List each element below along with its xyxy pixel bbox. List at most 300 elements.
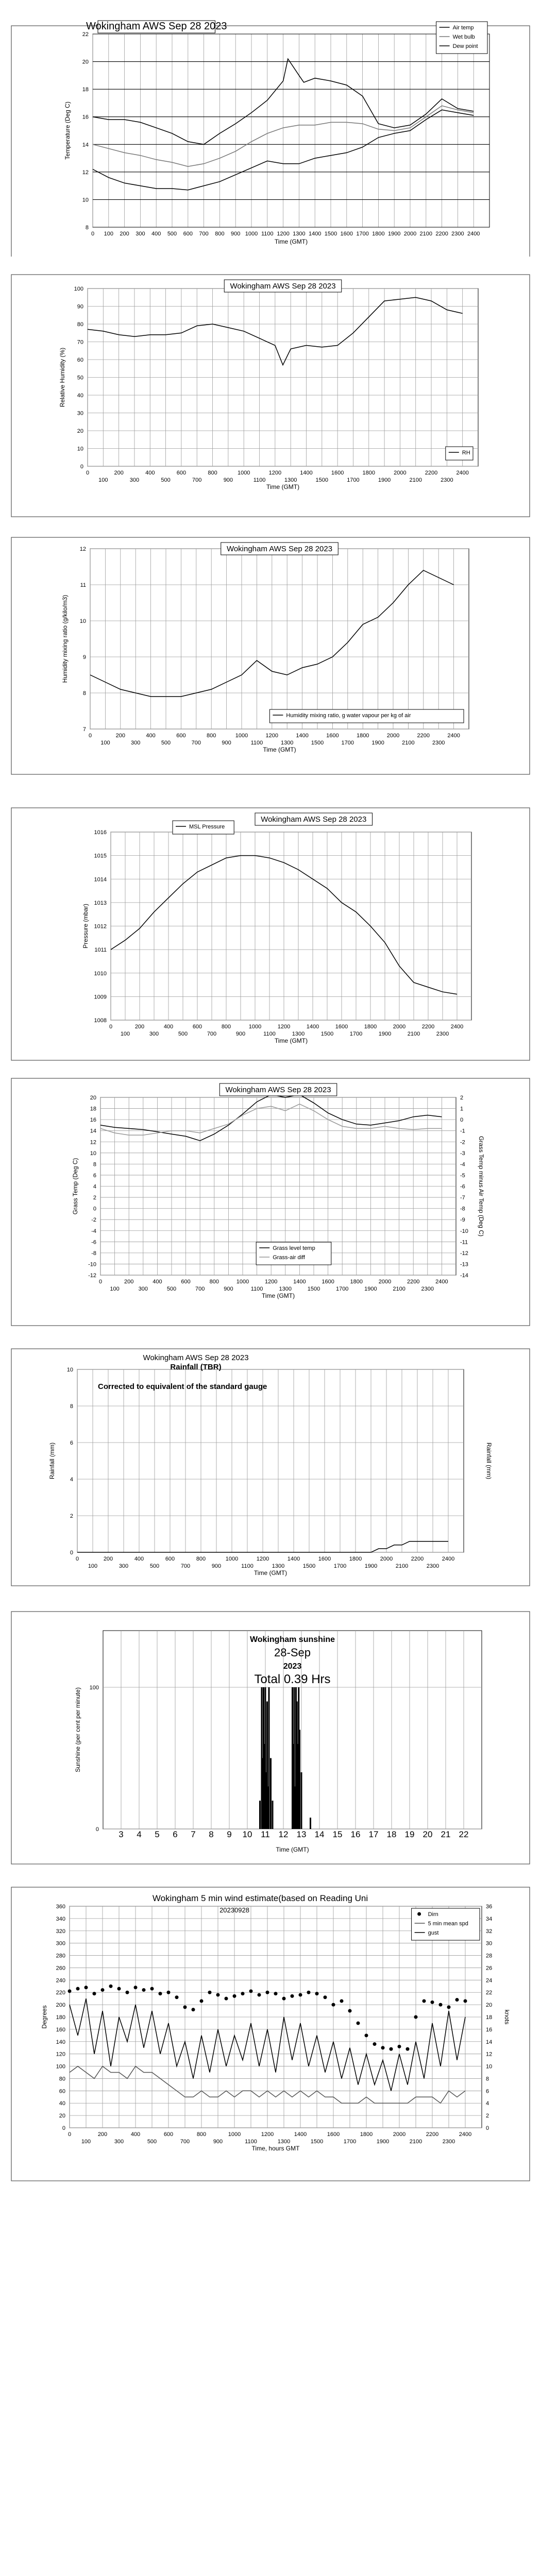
x-tick-label: 1900 [378, 1031, 392, 1037]
y2-tick-label: 10 [486, 2063, 493, 2070]
x-tick-label: 1600 [335, 1024, 348, 1030]
y-tick-label: 2 [93, 1195, 96, 1201]
sunshine-bar [301, 1772, 302, 1829]
chart-1 [0, 14, 541, 257]
x-tick-label: 2100 [409, 477, 422, 483]
y-tick-label: 20 [77, 428, 83, 434]
y2-tick-label: 26 [486, 1965, 493, 1972]
x-tick-label: 500 [178, 1031, 188, 1037]
y-tick-label: 1014 [94, 876, 107, 883]
x-tick-label: 2300 [421, 1286, 434, 1292]
y-tick-label: 2 [70, 1513, 73, 1519]
wind-direction-point [76, 1987, 80, 1991]
x-tick-label: 1100 [263, 1031, 276, 1037]
x-tick-label: 400 [151, 231, 161, 237]
x-tick-label: 1100 [261, 231, 274, 237]
x-tick-label: 200 [114, 470, 124, 476]
x-tick-label: 19 [404, 1829, 415, 1839]
x-tick-label: 1400 [300, 470, 313, 476]
chart-subtitle: 28-Sep [274, 1646, 311, 1659]
wind-direction-point [225, 1997, 228, 2001]
x-tick-label: 1700 [335, 1286, 349, 1292]
wind-direction-point [348, 2009, 352, 2013]
y-tick-label: 120 [56, 2051, 65, 2058]
y-tick-label: 280 [56, 1953, 65, 1959]
x-tick-label: 100 [81, 2139, 91, 2145]
x-tick-label: 18 [386, 1829, 397, 1839]
x-tick-label: 100 [100, 740, 110, 746]
x-tick-label: 1000 [237, 470, 250, 476]
y2-tick-label: -6 [460, 1183, 465, 1190]
wind-direction-point [455, 1998, 459, 2002]
x-tick-label: 800 [208, 470, 217, 476]
wind-direction-point [406, 2047, 410, 2051]
x-tick-label: 600 [192, 1024, 202, 1030]
y-tick-label: 40 [59, 2100, 65, 2107]
y2-tick-label: 14 [486, 2039, 493, 2045]
chart-title: Wokingham AWS Sep 28 2023 [86, 21, 227, 32]
y-axis-label: Humidity mixing ratio (g/kilo/m3) [61, 595, 69, 683]
y-tick-label: -10 [88, 1261, 96, 1268]
x-tick-label: 400 [134, 1556, 144, 1562]
x-tick-label: 1200 [268, 470, 282, 476]
x-tick-label: 100 [98, 477, 108, 483]
chart-title: Wokingham 5 min wind estimate(based on Reading Uni [152, 1893, 368, 1903]
y-tick-label: 1013 [94, 900, 107, 906]
y-tick-label: 10 [77, 446, 83, 452]
x-tick-label: 600 [183, 231, 193, 237]
x-tick-label: 0 [98, 1279, 103, 1285]
y-tick-label: 16 [82, 114, 89, 121]
y-tick-label: 80 [59, 2076, 65, 2082]
x-tick-label: 22 [459, 1829, 469, 1839]
legend-swatch [417, 1912, 421, 1916]
legend-label: Humidity mixing ratio, g water vapour per kg of air [286, 713, 411, 719]
x-tick-label: 300 [138, 1286, 148, 1292]
chart-3 [0, 533, 541, 775]
y-tick-label: 6 [93, 1172, 96, 1179]
legend-label: Dirn [428, 1911, 438, 1918]
wind-direction-point [84, 1986, 88, 1989]
wind-direction-point [324, 1995, 327, 1999]
y2-tick-label: 0 [460, 1117, 464, 1124]
chart-4 [0, 804, 541, 1061]
wind-direction-point [183, 2005, 187, 2009]
x-tick-label: 1500 [302, 1563, 316, 1569]
x-tick-label: 700 [207, 1031, 217, 1037]
y-tick-label: 80 [77, 321, 83, 328]
wind-direction-point [216, 1993, 220, 1997]
x-tick-label: 2300 [441, 477, 453, 483]
x-tick-label: 600 [163, 2131, 174, 2138]
wind-direction-point [299, 1993, 302, 1997]
wind-direction-point [381, 2046, 385, 2049]
x-tick-label: 600 [176, 733, 186, 739]
x-tick-label: 4 [137, 1829, 142, 1839]
y-tick-label: 1010 [94, 970, 107, 977]
x-tick-label: 400 [145, 470, 155, 476]
x-tick-label: 1100 [253, 477, 266, 483]
y-tick-label: 60 [77, 357, 83, 363]
x-tick-label: 1300 [277, 2139, 291, 2145]
x-tick-label: 1500 [307, 1286, 320, 1292]
x-tick-label: 300 [136, 231, 145, 237]
x-tick-label: 2000 [393, 1024, 406, 1030]
chart-6 [0, 1345, 541, 1587]
x-tick-label: 0 [86, 470, 90, 476]
y2-tick-label: 28 [486, 1953, 493, 1959]
y-tick-label: 60 [59, 2088, 65, 2095]
x-tick-label: 1600 [322, 1279, 334, 1285]
x-tick-label: 5 [155, 1829, 160, 1839]
x-tick-label: 300 [119, 1563, 129, 1569]
y-tick-label: 140 [56, 2039, 65, 2045]
wind-direction-point [192, 2008, 195, 2011]
x-tick-label: 2100 [419, 231, 433, 237]
chart-2 [0, 270, 541, 518]
x-tick-label: 1100 [250, 1286, 263, 1292]
y2-tick-label: -3 [460, 1150, 465, 1157]
x-tick-label: 2100 [409, 2139, 422, 2145]
y2-tick-label: -8 [460, 1206, 465, 1212]
y-tick-label: 12 [82, 169, 89, 176]
x-tick-label: 2100 [402, 740, 415, 746]
chart-total: Total 0.39 Hrs [254, 1672, 331, 1686]
x-tick-label: 1500 [311, 740, 324, 746]
y-tick-label: 10 [79, 618, 86, 624]
x-tick-label: 2300 [442, 2139, 455, 2145]
chart-title: Wokingham sunshine [249, 1635, 335, 1644]
x-tick-label: 600 [165, 1556, 175, 1562]
legend-label: gust [428, 1930, 439, 1936]
x-tick-label: 1900 [378, 477, 391, 483]
x-tick-label: 1500 [324, 231, 337, 237]
x-tick-label: 1400 [306, 1024, 319, 1030]
x-tick-label: 900 [213, 2139, 223, 2145]
y-tick-label: 1016 [94, 829, 107, 836]
y-axis-label: Pressure (mbar) [82, 904, 89, 948]
y2-tick-label: 30 [486, 1940, 493, 1947]
y-tick-label: 20 [82, 59, 89, 65]
x-tick-label: 1800 [360, 2131, 373, 2138]
x-tick-label: 400 [130, 2131, 141, 2138]
x-tick-label: 900 [224, 1286, 233, 1292]
y2-tick-label: -14 [460, 1273, 468, 1279]
y2-tick-label: -9 [460, 1217, 465, 1224]
x-tick-label: 2200 [417, 733, 430, 739]
y-tick-label: 0 [95, 1826, 99, 1833]
x-tick-label: 1600 [340, 231, 353, 237]
y-tick-label: 9 [82, 654, 86, 660]
y2-tick-label: 8 [486, 2076, 489, 2082]
x-tick-label: 900 [231, 231, 241, 237]
x-tick-label: 2400 [447, 733, 460, 739]
x-tick-label: 1800 [362, 470, 376, 476]
wind-direction-point [398, 2045, 401, 2048]
y-tick-label: 160 [56, 2026, 65, 2033]
x-tick-label: 2400 [442, 1556, 455, 1562]
x-tick-label: 1200 [277, 231, 290, 237]
x-tick-label: 1800 [349, 1556, 362, 1562]
x-tick-label: 2200 [425, 470, 438, 476]
x-tick-label: 900 [235, 1031, 246, 1037]
x-tick-label: 2100 [407, 1031, 420, 1037]
wind-direction-point [175, 1995, 179, 1999]
x-tick-label: 1900 [387, 231, 401, 237]
wind-direction-point [464, 1999, 467, 2003]
y2-tick-label: 18 [486, 2014, 493, 2021]
y2-tick-label: -4 [460, 1161, 465, 1168]
y2-tick-label: -11 [460, 1239, 468, 1246]
x-tick-label: 200 [103, 1556, 113, 1562]
x-tick-label: 500 [167, 231, 177, 237]
sunshine-bar [259, 1801, 261, 1829]
y-tick-label: 7 [82, 726, 86, 733]
x-axis-label: Time (GMT) [274, 1037, 308, 1044]
legend-label: Grass level temp [273, 1245, 315, 1251]
y-tick-label: 14 [82, 142, 89, 148]
x-tick-label: 2000 [393, 2131, 406, 2138]
y-tick-label: 1011 [94, 947, 107, 954]
y2-tick-label: -12 [460, 1250, 468, 1257]
chart-title: Wokingham AWS Sep 28 2023 [226, 545, 333, 553]
y2-tick-label: -1 [460, 1128, 465, 1134]
wind-direction-point [126, 1991, 129, 1994]
wind-direction-point [373, 2042, 377, 2046]
y2-tick-label: 2 [486, 2113, 489, 2120]
y2-tick-label: 32 [486, 1928, 493, 1935]
x-tick-label: 1900 [364, 1563, 378, 1569]
x-tick-label: 16 [350, 1829, 361, 1839]
wind-direction-point [307, 1991, 311, 1994]
x-tick-label: 0 [91, 231, 95, 237]
y-tick-label: 340 [56, 1916, 65, 1922]
x-tick-label: 100 [104, 231, 113, 237]
x-tick-label: 1200 [261, 2131, 274, 2138]
y-tick-label: 4 [93, 1183, 96, 1190]
chart-8 [0, 1883, 541, 2182]
y-tick-label: -6 [91, 1239, 96, 1246]
x-tick-label: 0 [88, 733, 92, 739]
wind-direction-point [159, 1992, 162, 1995]
x-tick-label: 1200 [256, 1556, 269, 1562]
y2-tick-label: -13 [460, 1261, 468, 1268]
y-tick-label: 14 [90, 1128, 96, 1134]
wind-direction-point [282, 1997, 286, 2001]
x-axis-label: Time (GMT) [266, 483, 300, 490]
x-tick-label: 2000 [378, 1279, 392, 1285]
x-tick-label: 500 [161, 477, 171, 483]
x-tick-label: 400 [153, 1279, 162, 1285]
wind-direction-point [200, 1999, 204, 2003]
x-tick-label: 700 [180, 2139, 190, 2145]
x-tick-label: 10 [242, 1829, 252, 1839]
x-tick-label: 1100 [245, 2139, 257, 2145]
y-tick-label: 100 [89, 1685, 99, 1691]
y-tick-label: 10 [82, 197, 89, 204]
x-tick-label: 200 [115, 733, 125, 739]
wind-direction-point [101, 1988, 105, 1992]
x-tick-label: 700 [195, 1286, 205, 1292]
chart-title: Wokingham AWS Sep 28 2023 [230, 282, 336, 291]
x-tick-label: 600 [181, 1279, 191, 1285]
x-tick-label: 1900 [371, 740, 384, 746]
x-tick-label: 21 [441, 1829, 451, 1839]
x-tick-label: 2400 [459, 2131, 472, 2138]
y-tick-label: 11 [80, 582, 86, 588]
x-tick-label: 100 [120, 1031, 130, 1037]
x-tick-label: 200 [120, 231, 129, 237]
x-tick-label: 100 [88, 1563, 98, 1569]
chart-5 [0, 1074, 541, 1332]
x-tick-label: 800 [209, 1279, 219, 1285]
wind-direction-point [422, 1999, 426, 2003]
y-tick-label: 8 [85, 225, 89, 231]
x-tick-label: 1800 [350, 1279, 363, 1285]
x-tick-label: 1500 [315, 477, 329, 483]
x-tick-label: 2300 [436, 1031, 449, 1037]
wind-direction-point [274, 1992, 278, 1995]
x-tick-label: 1800 [364, 1024, 377, 1030]
y2-tick-label: 2 [460, 1095, 464, 1101]
x-tick-label: 800 [221, 1024, 231, 1030]
x-tick-label: 1000 [236, 1279, 249, 1285]
x-tick-label: 1700 [343, 2139, 357, 2145]
x-tick-label: 15 [332, 1829, 343, 1839]
x-tick-label: 400 [146, 733, 156, 739]
x-tick-label: 1600 [327, 2131, 340, 2138]
x-tick-label: 1500 [320, 1031, 334, 1037]
x-tick-label: 600 [176, 470, 187, 476]
y2-tick-label: 34 [486, 1916, 493, 1922]
x-tick-label: 2400 [467, 231, 480, 237]
x-tick-label: 300 [129, 477, 140, 483]
x-tick-label: 1400 [296, 733, 309, 739]
y-tick-label: 50 [77, 375, 83, 381]
x-tick-label: 7 [191, 1829, 196, 1839]
x-tick-label: 14 [314, 1829, 325, 1839]
y-tick-label: 6 [70, 1440, 73, 1446]
sunshine-bar [272, 1801, 274, 1829]
y2-tick-label: 16 [486, 2026, 493, 2033]
x-tick-label: 1400 [294, 2131, 307, 2138]
chart-subtitle: 20230928 [219, 1906, 249, 1914]
y2-tick-label: 4 [486, 2100, 489, 2107]
x-tick-label: 1900 [376, 2139, 390, 2145]
legend-label: RH [462, 450, 470, 456]
y-tick-label: 4 [70, 1477, 73, 1483]
wind-direction-point [390, 2047, 393, 2051]
x-tick-label: 900 [223, 477, 233, 483]
y-tick-label: -2 [91, 1217, 96, 1224]
y2-tick-label: 0 [486, 2125, 489, 2131]
y-tick-label: 18 [90, 1106, 96, 1112]
x-tick-label: 400 [163, 1024, 174, 1030]
wind-direction-point [93, 1992, 96, 1995]
x-axis-label: Time (GMT) [263, 746, 296, 753]
y-tick-label: 1008 [94, 1018, 107, 1024]
x-tick-label: 500 [166, 1286, 177, 1292]
x-tick-label: 1700 [333, 1563, 347, 1569]
chart-7 [0, 1607, 541, 1870]
x-tick-label: 1800 [356, 733, 369, 739]
x-tick-label: 1300 [272, 1563, 285, 1569]
legend-label: Dew point [452, 43, 478, 49]
wind-direction-point [447, 2005, 451, 2009]
x-tick-label: 2100 [395, 1563, 409, 1569]
legend-label: MSL Pressure [189, 824, 225, 830]
y2-tick-label: 36 [486, 1904, 493, 1910]
x-tick-label: 1900 [364, 1286, 377, 1292]
x-axis-label: Time (GMT) [274, 238, 308, 245]
x-tick-label: 1400 [287, 1556, 300, 1562]
x-tick-label: 2200 [435, 231, 448, 237]
y2-tick-label: -10 [460, 1228, 468, 1234]
x-tick-label: 800 [196, 1556, 206, 1562]
y-tick-label: 260 [56, 1965, 65, 1972]
x-tick-label: 700 [192, 477, 202, 483]
x-axis-label: Time (GMT) [253, 1569, 288, 1577]
x-tick-label: 1200 [277, 1024, 291, 1030]
x-tick-label: 1000 [228, 2131, 241, 2138]
x-tick-label: 2400 [456, 470, 469, 476]
y-tick-label: 12 [90, 1139, 96, 1146]
y-tick-label: 20 [90, 1095, 96, 1101]
x-tick-label: 17 [368, 1829, 379, 1839]
y-tick-label: 0 [93, 1206, 96, 1212]
y2-tick-label: -2 [460, 1139, 465, 1146]
wind-direction-point [431, 2001, 434, 2004]
y-tick-label: 0 [62, 2125, 65, 2131]
y2-axis-label: Grass Temp minus Air Temp (Deg C) [478, 1136, 485, 1236]
sunshine-bar [299, 1730, 300, 1829]
x-axis-label: Time, hours GMT [251, 2145, 300, 2152]
x-tick-label: 1300 [280, 740, 294, 746]
wind-direction-point [249, 1989, 253, 1993]
x-tick-label: 900 [211, 1563, 222, 1569]
chart-title: Wokingham AWS Sep 28 2023 [225, 1086, 331, 1094]
y-tick-label: 100 [56, 2063, 65, 2070]
x-tick-label: 200 [97, 2131, 108, 2138]
y-tick-label: 90 [77, 303, 83, 310]
chart-annotation: Corrected to equivalent of the standard gauge [98, 1382, 267, 1391]
y-axis-label: Grass Temp (Deg C) [72, 1158, 79, 1215]
y-tick-label: 22 [82, 31, 89, 38]
y2-tick-label: 6 [486, 2088, 489, 2095]
sunshine-bar [268, 1687, 270, 1829]
y-tick-label: 300 [56, 1940, 65, 1947]
y-tick-label: 16 [90, 1117, 96, 1124]
x-axis-label: Time (GMT) [276, 1846, 309, 1853]
y-tick-label: 30 [77, 410, 83, 417]
y-tick-label: 240 [56, 1977, 65, 1984]
chart-year: 2023 [283, 1662, 302, 1671]
x-tick-label: 2400 [435, 1279, 448, 1285]
x-tick-label: 1700 [356, 231, 369, 237]
y2-tick-label: 12 [486, 2051, 493, 2058]
x-tick-label: 1000 [235, 733, 248, 739]
chart-subtitle: Rainfall (TBR) [170, 1363, 222, 1371]
x-tick-label: 700 [199, 231, 209, 237]
wind-direction-point [439, 2003, 443, 2007]
x-tick-label: 1100 [250, 740, 263, 746]
x-tick-label: 2000 [386, 733, 400, 739]
y2-axis-label: Rainfall (mm) [485, 1442, 493, 1480]
y-tick-label: 1012 [94, 923, 107, 930]
y-tick-label: 10 [90, 1150, 96, 1157]
wind-direction-point [266, 1991, 269, 1994]
wind-direction-point [291, 1994, 294, 1998]
